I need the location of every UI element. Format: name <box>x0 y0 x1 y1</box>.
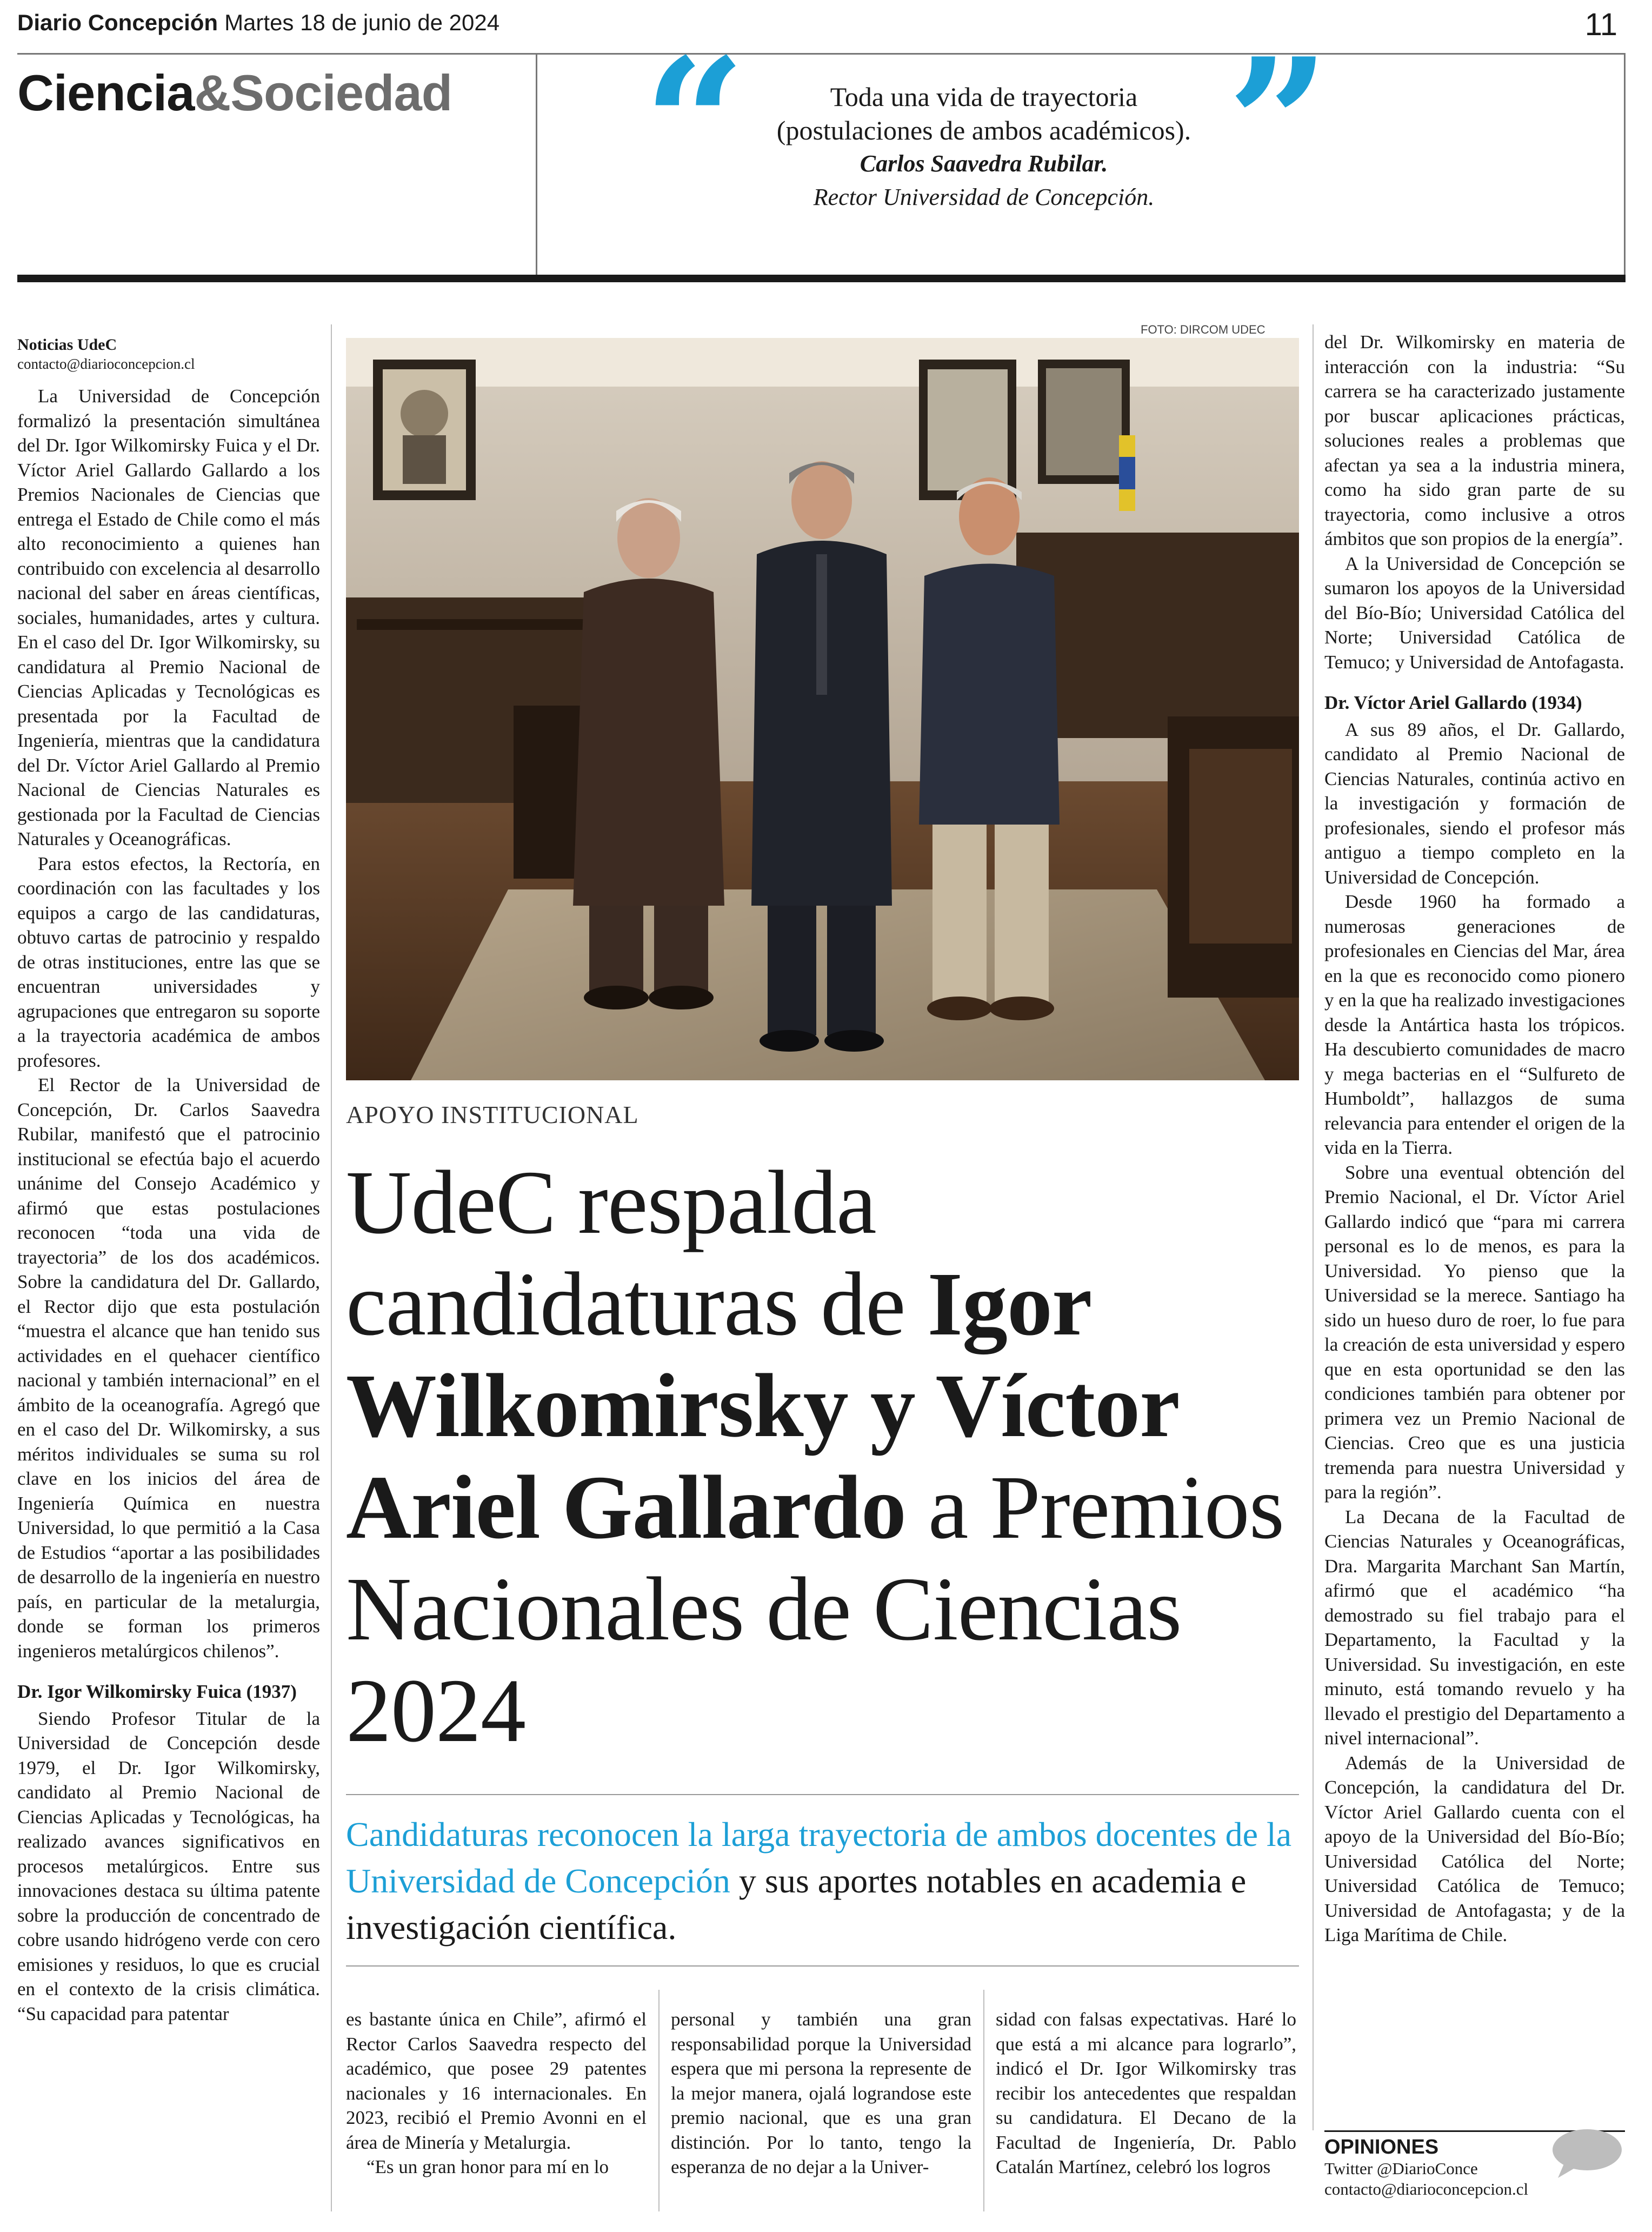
pull-quote <box>746 80 1222 214</box>
paragraph: es bastante única en Chile”, afirmó el Rector Carlos Saavedra respecto del académico, que posee 29 patentes nacionales y 16 internacionales. En 2023, recibió el Premio Avonni en el área de Minería y Metalurgia. <box>346 2009 647 2153</box>
deck-highlight: Candidaturas reconocen la larga trayectoria de ambos docentes de la Universidad de Concepción <box>346 1815 1292 1900</box>
article-headline <box>346 1152 1308 1762</box>
subheading-wilkomirsky: Dr. Igor Wilkomirsky Fuica (1937) <box>17 1681 297 1702</box>
quote-text-line-2: (postulaciones de ambos académicos). <box>776 115 1191 145</box>
paragraph: sidad con falsas expectativas. Haré lo que está a mi alcance para lograrlo”, indicó el Dr. Igor Wilkomirsky tras recibir los antecedentes que respaldan su candidatura. El Decano de la Facultad de Ingeniería, Dr. Pablo Catalán Martínez, celebró los logros <box>996 2009 1296 2177</box>
paragraph: El Rector de la Universidad de Concepción, Dr. Carlos Saavedra Rubilar, manifestó que el patrocinio institucional se efectúa bajo el acuerdo unánime del Consejo Académico y afirmó que estas postulaciones reconocen “toda una vida de trayectoria” de los dos académicos. Sobre la candidatura del Dr. Gallardo, el Rector dijo que esta postulación “muestra el alcance que han tenido sus actividades en el quehacer científico nacional y también internacional” en el ámbito de la oceanografía. Agregó que en el caso del Dr. Wilkomirsky, a sus méritos individuales se suma su rol clave en los inicios del área de Ingeniería Química en nuestra Universidad, lo que permitió a la Casa de Estudios “aportar a las posibilidades de desarrollo de la ingeniería en nuestro país, en particular de la metalurgia, donde se forman los primeros ingenieros metalúrgicos chilenos”. <box>17 1074 320 1662</box>
close-quote-icon: ” <box>1227 19 1330 229</box>
deck-rest: y sus aportes notables en academia e investigación científica. <box>346 1862 1247 1947</box>
paragraph: del Dr. Wilkomirsky en materia de interacción con la industria: “Su carrera se ha caracterizado justamente por buscar aplicaciones prácticas, soluciones reales a problemas que afectan ya sea a la industria minera, como ha sido gran parte de su trayectoria, como inclusive a otros ámbitos que son propios de la energía”. <box>1324 331 1625 549</box>
quote-author: Carlos Saavedra Rubilar. <box>860 150 1108 177</box>
paragraph: Desde 1960 ha formado a numerosas generaciones de profesionales en Ciencias del Mar, área en la que es reconocido como pionero y en la que ha realizado investigaciones desde la Antártica hasta los trópicos. Ha descubierto comunidades de macro y mega bacterias en el “Sulfureto de Humboldt”, hallazgos de suma relevancia para entender el origen de la vida en la Tierra. <box>1324 891 1625 1158</box>
opinions-title: OPINIONES <box>1324 2136 1439 2158</box>
article-column-3 <box>671 2007 971 2180</box>
header-bottom-rule <box>17 275 1626 282</box>
newspaper-name: Diario Concepción <box>17 10 218 35</box>
opinions-twitter: Twitter @DiarioConce <box>1324 2159 1478 2178</box>
headline-part-1: UdeC respalda candidaturas de <box>346 1152 928 1354</box>
article-column-4 <box>996 2007 1296 2180</box>
paragraph: Además de la Universidad de Concepción, la candidatura del Dr. Víctor Ariel Gallardo cuenta con el apoyo de la Universidad del Bío-Bío; Universidad Católica del Norte; Universidad Católica de Temuco; Universidad de Antofagasta; y de la Liga Marítima de Chile. <box>1324 1752 1625 1945</box>
quote-author-role: Rector Universidad de Concepción. <box>813 184 1155 210</box>
paragraph: La Decana de la Facultad de Ciencias Naturales y Oceanográficas, Dra. Margarita Marchant San Martín, afirmó que el académico “ha demostrado su fiel trabajo para el Departamento, la Facultad y la Universidad. Su investigación, en este minuto, está tomando revuelo y ha llevado el prestigio del Departamento a nivel internacional”. <box>1324 1506 1625 1749</box>
article-column-1 <box>17 384 320 2026</box>
issue-date: Martes 18 de junio de 2024 <box>224 10 500 35</box>
open-quote-icon: “ <box>643 19 746 229</box>
masthead <box>17 7 1639 53</box>
section-title-ampersand: & <box>194 64 231 121</box>
paragraph: personal y también una gran responsabilidad porque la Universidad espera que mi persona la represente de la mejor manera, ojalá lograndose este premio nacional, que es una gran distinción. Por lo tanto, tengo la esperanza de no dejar a la Univer- <box>671 2009 971 2177</box>
byline-email: contacto@diarioconcepcion.cl <box>17 356 195 372</box>
article-column-2 <box>346 2007 647 2180</box>
paragraph: A sus 89 años, el Dr. Gallardo, candidato al Premio Nacional de Ciencias Naturales, continúa activo en la investigación y formación de profesionales, siendo el profesor más antiguo a tiempo completo en la Universidad de Concepción. <box>1324 719 1625 888</box>
speech-bubble-icon <box>1548 2126 1624 2180</box>
deck-top-rule <box>346 1794 1299 1795</box>
article-column-5 <box>1324 330 1625 1948</box>
column-rule <box>331 324 332 2211</box>
deck-bottom-rule <box>346 1965 1299 1967</box>
photo-credit: FOTO: DIRCOM UDEC <box>1141 323 1265 336</box>
quote-text-line-1: Toda una vida de trayectoria <box>830 82 1138 112</box>
byline-name: Noticias UdeC <box>17 336 117 354</box>
column-rule <box>658 1990 660 2211</box>
column-rule <box>1313 324 1314 2130</box>
article-photo <box>346 338 1299 1080</box>
section-title-ciencia: Ciencia <box>17 64 195 121</box>
headline-bold-names: Igor Wilkomirsky y Víctor Ariel Gallardo <box>346 1254 1178 1558</box>
opinions-email: contacto@diarioconcepcion.cl <box>1324 2180 1529 2198</box>
paragraph: Siendo Profesor Titular de la Universidad de Concepción desde 1979, el Dr. Igor Wilkomirsky, candidato al Premio Nacional de Ciencias Aplicadas y Tecnológicas, ha realizado avances significativos en procesos metalúrgicos. Entre sus innovaciones destaca su última patente sobre la producción de concentrado de cobre usando hidrógeno verde con cero emisiones y residuos, lo que es crucial en el contexto de la crisis climática. “Su capacidad para patentar <box>17 1708 320 2024</box>
column-rule <box>983 1990 984 2211</box>
paragraph: La Universidad de Concepción formalizó la presentación simultánea del Dr. Igor Wilkomirsky Fuica y el Dr. Víctor Ariel Gallardo Gallardo a los Premios Nacionales de Ciencias que entrega el Estado de Chile como el más alto reconocimiento a quienes han contribuido con excelencia al desarrollo nacional del saber en áreas científicas, sociales, humanidades, artes y cultura. En el caso del Dr. Igor Wilkomirsky, su candidatura al Premio Nacional de Ciencias Aplicadas y Tecnológicas es presentada por la Facultad de Ingeniería, mientras que la candidatura del Dr. Víctor Ariel Gallardo al Premio Nacional de Ciencias Naturales es gestionada por la Facultad de Ciencias Naturales y Oceanográficas. <box>17 386 320 849</box>
section-title <box>17 64 452 122</box>
paragraph: A la Universidad de Concepción se sumaron los apoyos de la Universidad del Bío-Bío; Universidad Católica del Norte; Universidad Católica de Temuco; y Universidad de Antofagasta. <box>1324 553 1625 673</box>
page-number: 11 <box>1584 7 1617 42</box>
headline-part-2: a Premios Nacionales de Ciencias 2024 <box>346 1457 1284 1761</box>
article-kicker: APOYO INSTITUCIONAL <box>346 1101 639 1128</box>
article-deck <box>346 1811 1308 1951</box>
header-divider <box>536 53 537 278</box>
photo-illustration <box>346 338 1299 1080</box>
byline <box>17 335 320 373</box>
paragraph: Sobre una eventual obtención del Premio Nacional, el Dr. Víctor Ariel Gallardo indicó que “para mi carrera personal es lo de menos, es para la Universidad. Yo pienso que la Universidad se la merece. Santiago ha sido un hueso duro de roer, lo fue para la creación de esta universidad y espero que en esta oportunidad se den las condiciones también para obtener por primera vez un Premio Nacional de Ciencias. Creo que es una justicia tremenda para nuestra Universidad y para la región”. <box>1324 1161 1625 1503</box>
paragraph: Para estos efectos, la Rectoría, en coordinación con las facultades y los equipos a cargo de las candidaturas, obtuvo cartas de patrocinio y respaldo de otras instituciones, entre las que se encuentran universidades y agrupaciones que entregaron su soporte a la trayectoria académica de ambos profesores. <box>17 853 320 1071</box>
section-title-sociedad: Sociedad <box>230 64 452 121</box>
subheading-gallardo: Dr. Víctor Ariel Gallardo (1934) <box>1324 692 1582 713</box>
paragraph: “Es un gran honor para mí en lo <box>367 2156 609 2177</box>
